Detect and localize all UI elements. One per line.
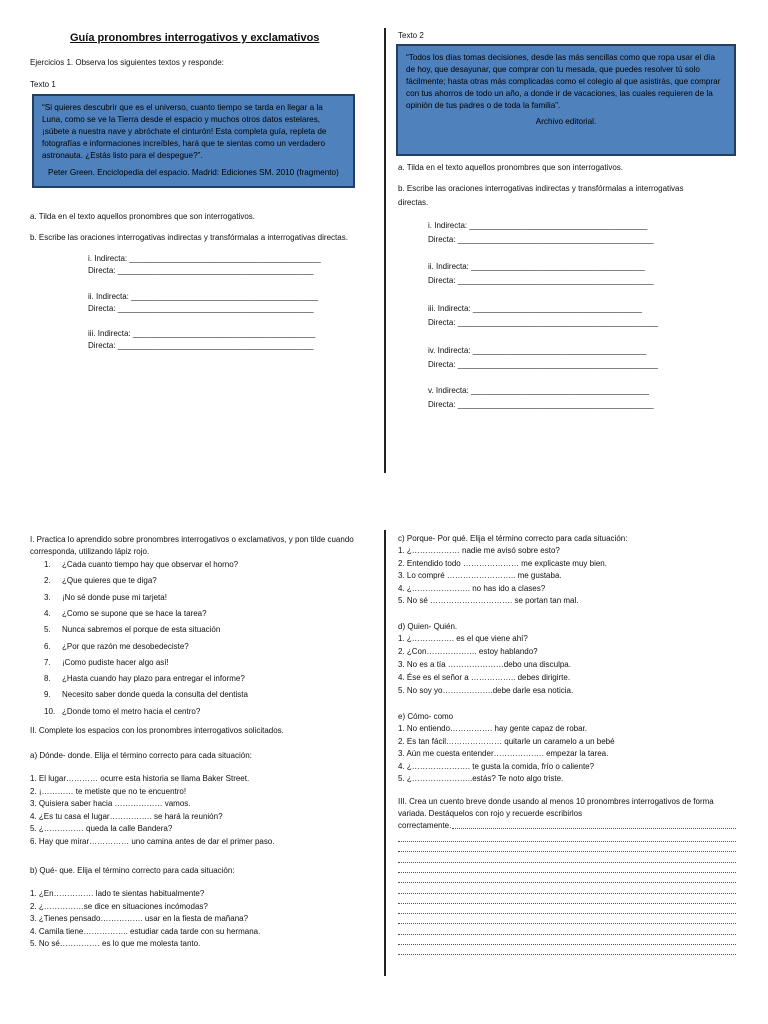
indirect-answer-line: ii. Indirecta: __________________________________________ xyxy=(88,292,318,301)
exercise-item xyxy=(44,576,157,586)
item-text: ¿Cada cuanto tiempo hay que observar el horno? xyxy=(62,560,239,569)
texto-2-source: Archivo editorial. xyxy=(535,117,597,126)
texto-2-box xyxy=(396,44,736,156)
item-text: ¡No sé donde puse mi tarjeta! xyxy=(62,592,167,602)
direct-answer-line: Directa: ____________________________________________ xyxy=(428,235,654,244)
exercise-intro: Ejercicios 1. Observa los siguientes textos y responde: xyxy=(30,58,224,67)
writing-line xyxy=(452,827,736,829)
exercise-item xyxy=(44,609,207,619)
section-c-title: c) Porque- Por qué. Elija el término correcto para cada situación: xyxy=(398,534,628,543)
section-d-title: d) Quien- Quién. xyxy=(398,622,458,631)
exercise-item xyxy=(44,674,245,684)
texto-2-label: Texto 2 xyxy=(398,31,424,40)
indirect-answer-line: iv. Indirecta: _______________________________________ xyxy=(428,346,647,355)
item-text: ¿Por que razón me desobedeciste? xyxy=(62,641,189,651)
part-1-intro-cont: corresponda, utilizando lápiz rojo. xyxy=(30,547,150,556)
fill-in-item: 5. No sé …………………………. se portan tan mal. xyxy=(398,596,579,606)
part-2-intro: II. Complete los espacios con los pronombres interrogativos solicitados. xyxy=(30,726,284,735)
indirect-answer-line: ii. Indirecta: _______________________________________ xyxy=(428,262,645,271)
fill-in-item: 1. ¿En…………… lado te sientas habitualmente? xyxy=(30,889,205,898)
part-3-intro-cont: variada. Destáquelos con rojo y recuerde escribirlos xyxy=(398,809,583,818)
item-number: 4. xyxy=(44,608,51,618)
indirect-answer-line: iii. Indirecta: ______________________________________ xyxy=(428,304,642,313)
direct-answer-line: Directa: _____________________________________________ xyxy=(428,318,658,327)
item-text: ¿Donde tomo el metro hacia el centro? xyxy=(62,706,201,716)
writing-line xyxy=(398,881,736,883)
writing-line xyxy=(398,912,736,914)
direct-answer-line: Directa: ____________________________________________ xyxy=(88,304,314,313)
texto-2-quote: “Todos los días tomas decisiones, desde las más sencillas como que ropa usar el día de hoy, que desayunar, que comprar con tu mesada, que puedes resolver tú solo fácilmente; hasta otras más complicadas como el colegio al que asistirás, que comprar con tus ahorros de todo un año, a donde ir de vacaciones, las cuales requieren de la opinión de tus padres o de toda la familia”. xyxy=(406,53,721,110)
item-number: 1. xyxy=(44,560,51,569)
direct-answer-line: Directa: ____________________________________________ xyxy=(428,400,654,409)
writing-line xyxy=(398,861,736,863)
exercise-item xyxy=(44,625,220,635)
fill-in-item: 5. ¿…………………..estás? Te noto algo triste. xyxy=(398,774,564,784)
item-text: ¿Que quieres que te diga? xyxy=(62,576,157,586)
indirect-answer-line: i. Indirecta: ________________________________________ xyxy=(428,221,648,230)
item-text: ¿Hasta cuando hay plazo para entregar el informe? xyxy=(62,674,245,684)
item-number: 3. xyxy=(44,592,51,602)
item-number: 2. xyxy=(44,576,51,586)
item-number: 6. xyxy=(44,641,51,651)
column-divider-bottom xyxy=(384,530,386,976)
column-divider-top xyxy=(384,28,386,473)
fill-in-item: 2. ¡………… te metiste que no te encuentro! xyxy=(30,786,187,796)
writing-line xyxy=(398,871,736,873)
indirect-answer-line: i. Indirecta: ___________________________________________ xyxy=(88,254,321,263)
indirect-answer-line: v. Indirecta: ________________________________________ xyxy=(428,386,649,395)
writing-line xyxy=(398,902,736,904)
fill-in-item: 1. ¿……………… nadie me avisó sobre esto? xyxy=(398,546,560,555)
fill-in-item: 2. Entendido todo ………………… me explicaste muy bien. xyxy=(398,558,607,568)
direct-answer-line: Directa: _____________________________________________ xyxy=(428,360,658,369)
part-3-intro: III. Crea un cuento breve donde usando al menos 10 pronombres interrogativos de forma xyxy=(398,797,714,806)
direct-answer-line: Directa: ____________________________________________ xyxy=(88,341,314,350)
item-number: 7. xyxy=(44,657,51,667)
fill-in-item: 1. No entiendo……………. hay gente capaz de robar. xyxy=(398,724,587,733)
fill-in-item: 4. ¿…………………. te gusta la comida, frío o caliente? xyxy=(398,761,595,771)
task-b-right-cont: directas. xyxy=(398,198,429,207)
item-text: Nunca sabremos el porque de esta situación xyxy=(62,625,221,635)
writing-line xyxy=(398,943,736,945)
item-text: ¡Como pudiste hacer algo así! xyxy=(62,657,169,667)
writing-line xyxy=(398,922,736,924)
section-b-title: b) Qué- que. Elija el término correcto para cada situación: xyxy=(30,866,235,875)
item-number: 10. xyxy=(44,706,56,716)
item-text: Necesito saber donde queda la consulta del dentista xyxy=(62,690,248,700)
exercise-item xyxy=(44,658,169,668)
item-number: 5. xyxy=(44,625,51,635)
writing-line xyxy=(398,953,736,955)
writing-line xyxy=(398,933,736,935)
direct-answer-line: Directa: ____________________________________________ xyxy=(428,276,654,285)
fill-in-item: 5. ¿…………… queda la calle Bandera? xyxy=(30,824,173,834)
fill-in-item: 1. ¿……………. es el que viene ahí? xyxy=(398,634,528,643)
item-number: 9. xyxy=(44,690,51,700)
fill-in-item: 3. Quisiera saber hacia ……………… vamos. xyxy=(30,799,191,809)
section-a-title: a) Dónde- donde. Elija el término correcto para cada situación: xyxy=(30,751,252,760)
fill-in-item: 3. No es a tía …………………debo una disculpa. xyxy=(398,660,571,669)
texto-1-quote: “Si quieres descubrir que es el universo, cuanto tiempo se tarda en llegar a la Luna, como se ve la Tierra desde el espacio y muchos otros datos estelares, ¡súbete a nuestra nave y abróchate el cinturón! Esta completa guía, repleta de fotografías e informaciones increíbles, hará que te sientas como un verdadero astronauta. ¿Estás listo para el despegue?”. xyxy=(42,103,327,160)
writing-line xyxy=(398,840,736,842)
task-b-left: b. Escribe las oraciones interrogativas indirectas y transfórmalas a interrogativas directas. xyxy=(30,233,348,242)
exercise-item xyxy=(44,593,167,603)
fill-in-item: 3. ¿Tienes pensado……………. usar en la fiesta de mañana? xyxy=(30,914,249,924)
fill-in-item: 3. Aún me cuesta entender………………. empezar la tarea. xyxy=(398,749,609,759)
direct-answer-line: Directa: ____________________________________________ xyxy=(88,266,314,275)
fill-in-item: 5. No soy yo……………….debe darle esa noticia. xyxy=(398,686,574,695)
fill-in-item: 4. Ése es el señor a …………….. debes dirigirte. xyxy=(398,673,571,682)
item-text: ¿Como se supone que se hace la tarea? xyxy=(62,608,207,618)
writing-line xyxy=(398,892,736,894)
exercise-item xyxy=(44,560,238,570)
task-a-left: a. Tilda en el texto aquellos pronombres que son interrogativos. xyxy=(30,212,256,221)
task-b-right: b. Escribe las oraciones interrogativas indirectas y transfórmalas a interrogativas xyxy=(398,184,684,193)
writing-line xyxy=(398,850,736,852)
indirect-answer-line: iii. Indirecta: _________________________________________ xyxy=(88,329,316,338)
page-title: Guía pronombres interrogativos y exclamativos xyxy=(70,32,320,44)
task-a-right: a. Tilda en el texto aquellos pronombres que son interrogativos. xyxy=(398,163,624,172)
fill-in-item: 2. Es tan fácil………………… quitarle un caramelo a un bebé xyxy=(398,736,615,746)
fill-in-item: 6. Hay que mirar…………… uno camina antes de dar el primer paso. xyxy=(30,837,275,846)
part-3-intro-end: correctamente. xyxy=(398,821,452,830)
fill-in-item: 5. No sé…………… es lo que me molesta tanto. xyxy=(30,939,201,949)
item-number: 8. xyxy=(44,674,51,684)
fill-in-item: 2. ¿……………se dice en situaciones incómodas? xyxy=(30,901,208,911)
texto-1-box xyxy=(32,94,355,188)
exercise-item xyxy=(44,642,189,652)
texto-1-label: Texto 1 xyxy=(30,80,56,89)
fill-in-item: 4. ¿…………………. no has ido a clases? xyxy=(398,583,546,593)
texto-1-source: Peter Green. Enciclopedia del espacio. Madrid: Ediciones SM. 2010 (fragmento) xyxy=(48,168,339,177)
fill-in-item: 3. Lo compré …………………….. me gustaba. xyxy=(398,571,562,581)
fill-in-item: 2. ¿Con………………. estoy hablando? xyxy=(398,647,538,656)
section-e-title: e) Cómo- como xyxy=(398,712,454,721)
fill-in-item: 4. ¿Es tu casa el lugar……………. se hará la reunión? xyxy=(30,811,223,821)
exercise-item xyxy=(44,690,248,700)
fill-in-item: 1. El lugar………… ocurre esta historia se llama Baker Street. xyxy=(30,774,250,783)
exercise-item xyxy=(44,707,200,717)
fill-in-item: 4. Camila tiene…………….. estudiar cada tarde con su hermana. xyxy=(30,926,261,936)
part-1-intro: I. Practica lo aprendido sobre pronombres interrogativos o exclamativos, y pon tilde cuando xyxy=(30,535,354,544)
